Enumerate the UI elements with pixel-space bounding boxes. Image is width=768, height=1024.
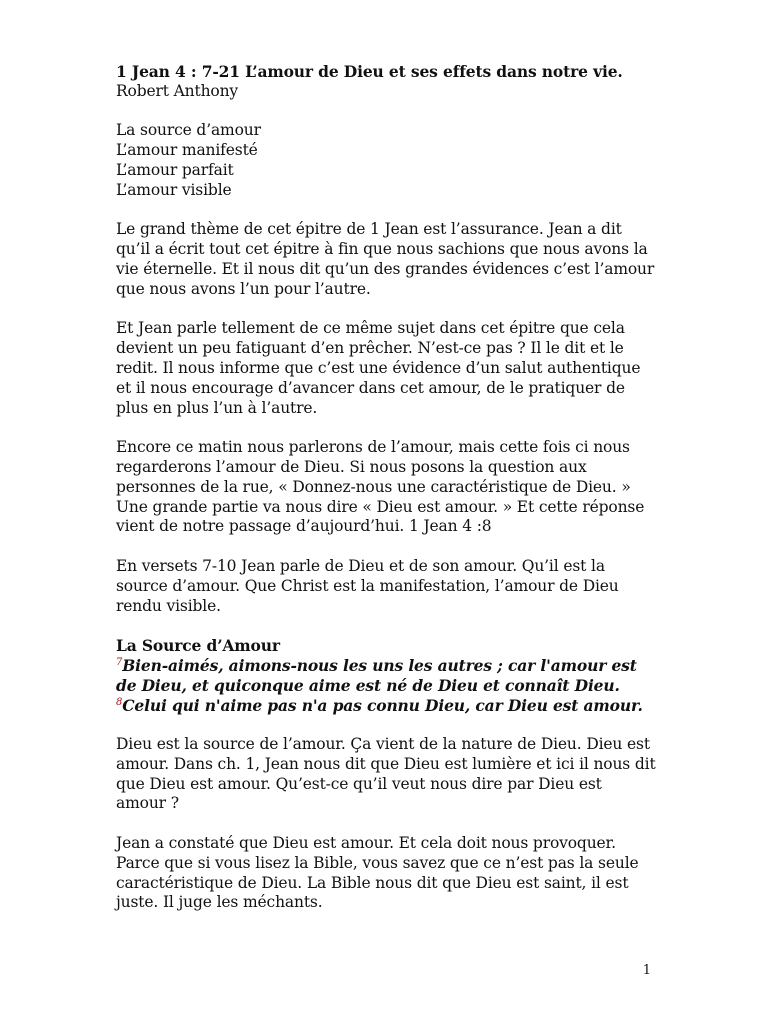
outline-item: L’amour parfait bbox=[116, 160, 234, 179]
outline-item: La source d’amour bbox=[116, 121, 261, 140]
document-title: 1 Jean 4 : 7-21 L’amour de Dieu et ses effets dans notre vie. bbox=[116, 62, 623, 81]
verse-number: 8 bbox=[116, 696, 123, 708]
paragraph: Encore ce matin nous parlerons de l’amour, mais cette fois ci nous regarderons l’amour de Dieu. Si nous posons la question aux personnes de la rue, « Donnez-nous une caractéristique de Dieu. » Une grande partie va nous dire « Dieu est amour. » Et cette réponse vient de notre passage d’aujourd’hui. 1 Jean 4 :8 bbox=[116, 438, 645, 536]
outline-item: L’amour manifesté bbox=[116, 141, 258, 160]
verse-text: Celui qui n'aime pas n'a pas connu Dieu, car Dieu est amour. bbox=[122, 695, 643, 715]
document-page bbox=[116, 62, 656, 933]
verse-number: 7 bbox=[116, 656, 123, 668]
outline-item: L’amour visible bbox=[116, 180, 232, 199]
paragraph: Jean a constaté que Dieu est amour. Et cela doit nous provoquer. Parce que si vous lisez la Bible, vous savez que ce n’est pas la seule caractéristique de Dieu. La Bible nous dit que Dieu est saint, il est juste. Il juge les méchants. bbox=[116, 834, 639, 912]
paragraph: Et Jean parle tellement de ce même sujet dans cet épitre que cela devient un peu fatiguant d’en prêcher. N’est-ce pas ? Il le dit et le redit. Il nous informe que c’est une évidence d’un salut authentique et il nous encourage d’avancer dans cet amour, de le pratiquer de plus en plus l’un à l’autre. bbox=[116, 319, 641, 417]
document-author: Robert Anthony bbox=[116, 81, 239, 100]
paragraph: En versets 7-10 Jean parle de Dieu et de son amour. Qu’il est la source d’amour. Que Christ est la manifestation, l’amour de Dieu rendu visible. bbox=[116, 556, 619, 615]
paragraph: Le grand thème de cet épitre de 1 Jean est l’assurance. Jean a dit qu’il a écrit tout cet épitre à fin que nous sachions que nous avons la vie éternelle. Et il nous dit qu’un des grandes évidences c’est l’amour que nous avons l’un pour l’autre. bbox=[116, 220, 655, 298]
verse-text: Bien-aimés, aimons-nous les uns les autres ; car l'amour est de Dieu, et quiconque aime est né de Dieu et connaît Dieu. bbox=[116, 655, 637, 695]
paragraph: Dieu est la source de l’amour. Ça vient de la nature de Dieu. Dieu est amour. Dans ch. 1, Jean nous dit que Dieu est lumière et ici il nous dit que Dieu est amour. Qu’est-ce qu’il veut nous dire par Dieu est amour ? bbox=[116, 735, 656, 813]
page-number: 1 bbox=[642, 963, 651, 978]
section-heading: La Source d’Amour bbox=[116, 636, 280, 656]
scripture-quote bbox=[116, 656, 656, 715]
sermon-outline bbox=[116, 121, 656, 200]
